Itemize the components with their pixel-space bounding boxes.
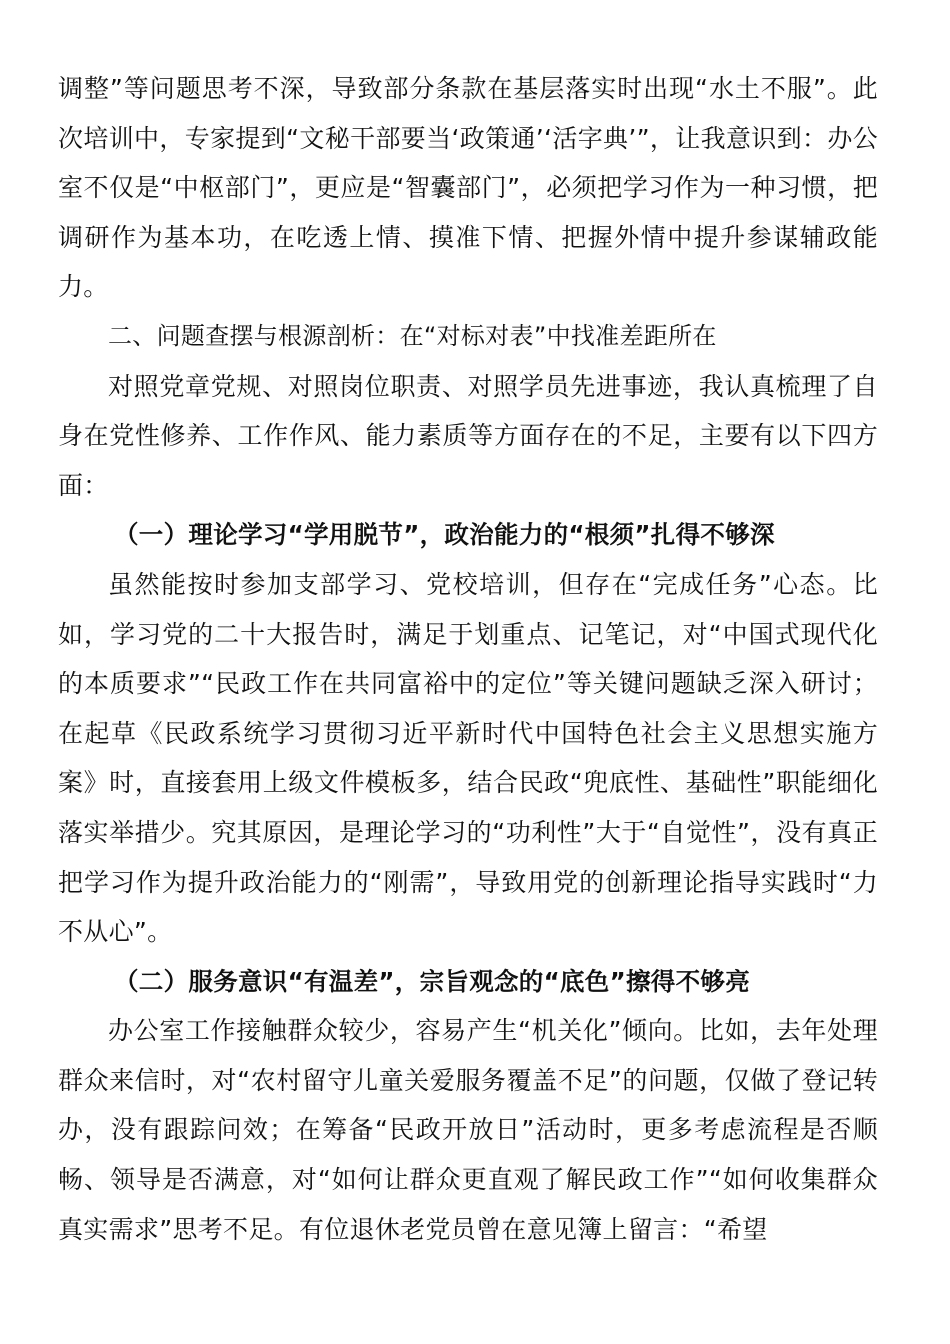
subheading-1: （一）理论学习“学用脱节”，政治能力的“根须”扎得不够深 (114, 520, 775, 550)
section-heading-2: 二、问题查摆与根源剖析：在“对标对表”中找准差距所在 (108, 321, 717, 350)
paragraph-intro: 对照党章党规、对照岗位职责、对照学员先进事迹，我认真梳理了自身在党性修养、工作作风、能力素质等方面存在的不足，主要有以下四方面： (58, 371, 878, 500)
subheading-2: （二）服务意识“有温差”，宗旨观念的“底色”擦得不够亮 (114, 966, 751, 996)
document-page (58, 64, 878, 1254)
paragraph-theory: 虽然能按时参加支部学习、党校培训，但存在“完成任务”心态。比如，学习党的二十大报告时，满足于划重点、记笔记，对“中国式现代化的本质要求”“民政工作在共同富裕中的定位”等关键问题缺乏深入研讨；在起草《民政系统学习贯彻习近平新时代中国特色社会主义思想实施方案》时，直接套用上级文件模板多，结合民政“兜底性、基础性”职能细化落实举措少。究其原因，是理论学习的“功利性”大于“自觉性”，没有真正把学习作为提升政治能力的“刚需”，导致用党的创新理论指导实践时“力不从心”。 (58, 569, 878, 947)
paragraph-service: 办公室工作接触群众较少，容易产生“机关化”倾向。比如，去年处理群众来信时，对“农村留守儿童关爱服务覆盖不足”的问题，仅做了登记转办，没有跟踪问效；在筹备“民政开放日”活动时，更多考虑流程是否顺畅、领导是否满意，对“如何让群众更直观了解民政工作”“如何收集群众真实需求”思考不足。有位退休老党员曾在意见簿上留言：“希望 (58, 1016, 878, 1244)
paragraph-continuation: 调整”等问题思考不深，导致部分条款在基层落实时出现“水土不服”。此次培训中，专家提到“文秘干部要当‘政策通’‘活字典’”，让我意识到：办公室不仅是“中枢部门”，更应是“智囊部门”，必须把学习作为一种习惯，把调研作为基本功，在吃透上情、摸准下情、把握外情中提升参谋辅政能力。 (58, 74, 878, 302)
